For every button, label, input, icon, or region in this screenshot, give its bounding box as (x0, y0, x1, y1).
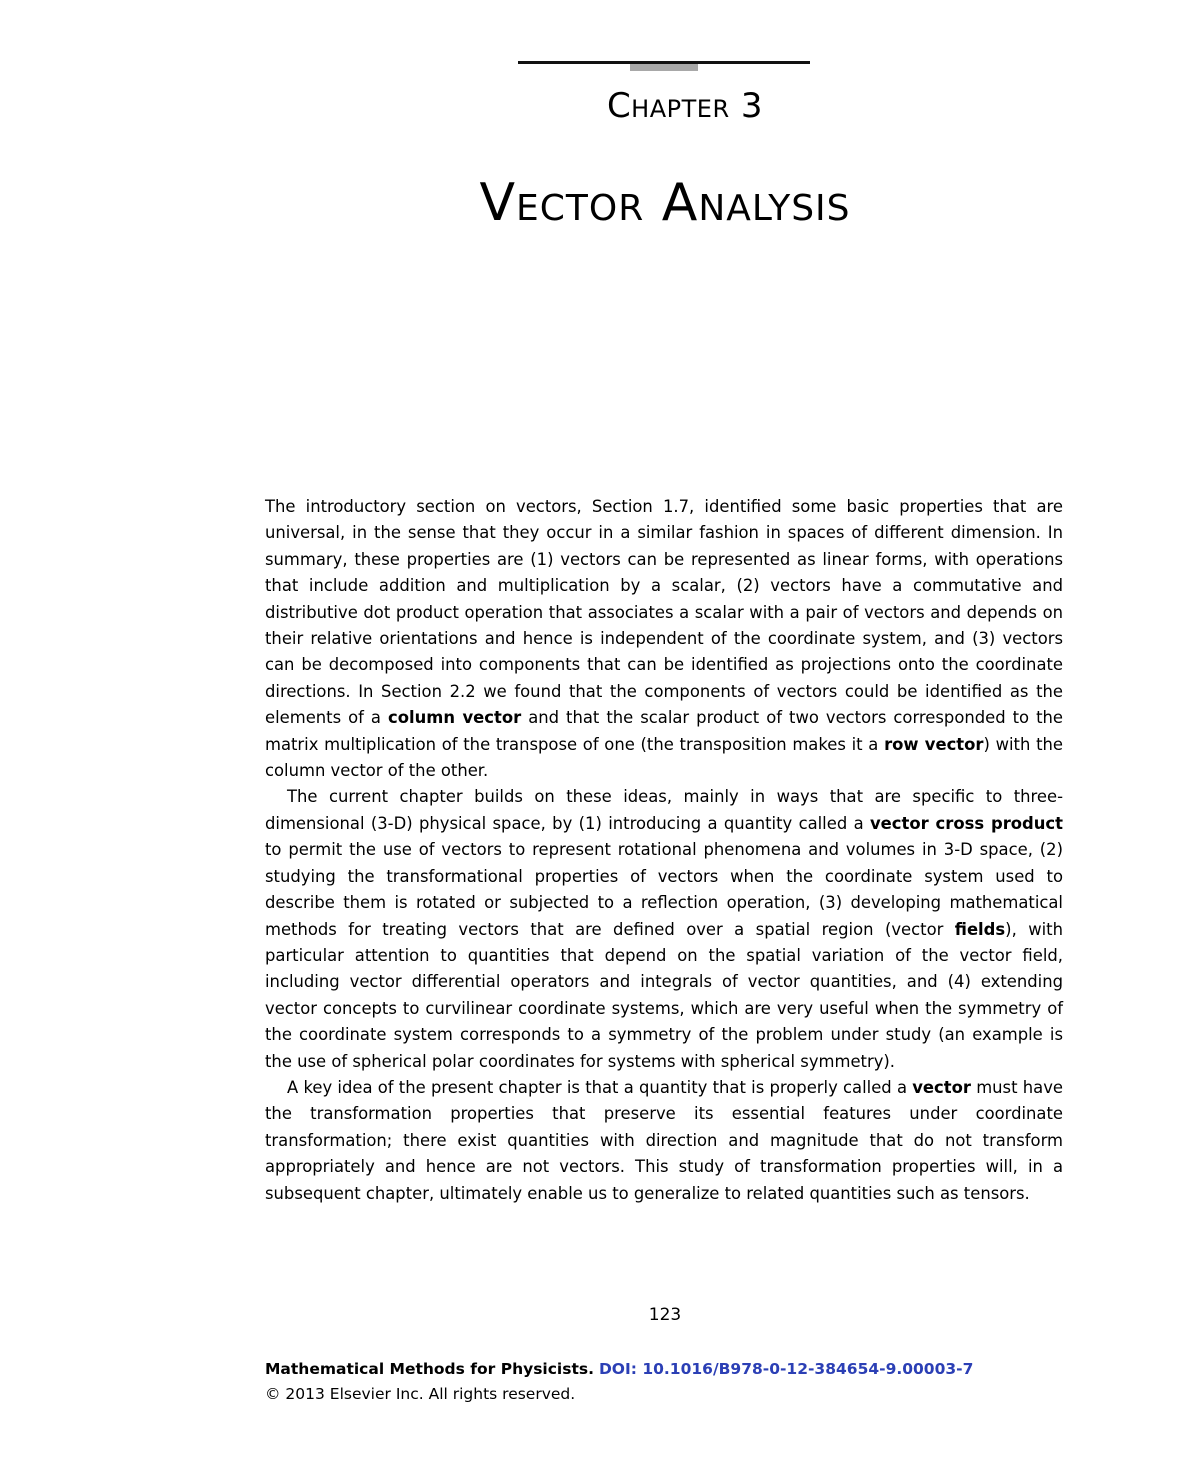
text-run: must have the transformation properties that preserve its essential features under coordinate transformation; there exist quantities with direction and magnitude that do not transform appropriately and hence are not vectors. This study of transformation properties will, in a subsequent chapter, ultimately enable us to generalize to related quantities such as tensors. (265, 1077, 1063, 1203)
paragraph-2 (265, 784, 1063, 1074)
text-run: A key idea of the present chapter is that a quantity that is properly called a (287, 1077, 913, 1097)
chapter-title: Vector Analysis (479, 173, 851, 233)
chapter-rule-accent (630, 64, 698, 71)
copyright-notice: © 2013 Elsevier Inc. All rights reserved. (265, 1385, 576, 1403)
term-column-vector: column vector (387, 708, 522, 728)
paragraph-3 (265, 1075, 1063, 1207)
paragraph-1 (265, 494, 1063, 784)
term-fields: fields (954, 919, 1006, 939)
chapter-number: Chapter 3 (606, 86, 764, 126)
text-run: ), with particular attention to quantities that depend on the spatial variation of the vector field, including vector differential operators and integrals of vector quantities, and (4) extending vector concepts to curvilinear coordinate systems, which are very useful when the symmetry of the coordinate system corresponds to a symmetry of the problem under study (an example is the use of spherical polar coordinates for systems with spherical symmetry). (265, 919, 1063, 1071)
chapter-intro (265, 494, 1063, 1207)
book-title: Mathematical Methods for Physicists. (265, 1360, 594, 1378)
doi-link[interactable]: DOI: 10.1016/B978-0-12-384654-9.00003-7 (598, 1360, 974, 1378)
term-vector-cross-product: vector cross product (869, 813, 1063, 833)
text-run: The current chapter builds on these ideas, mainly in ways that are specific to three-dimensional (3-D) physical space, by (1) introducing a quantity called a (265, 787, 1063, 833)
page-number: 123 (648, 1305, 682, 1325)
text-run: The introductory section on vectors, Section 1.7, identified some basic properties that are universal, in the sense that they occur in a similar fashion in spaces of different dimension. In summary, these properties are (1) vectors can be represented as linear forms, with operations that include addition and multiplication by a scalar, (2) vectors have a commutative and distributive dot product operation that associates a scalar with a pair of vectors and depends on their relative orientations and hence is independent of the coordinate system, and (3) vectors can be decomposed into components that can be identified as projections onto the coordinate directions. In Section 2.2 we found that the components of vectors could be identified as the elements of a (265, 497, 1063, 728)
term-row-vector: row vector (884, 734, 984, 754)
text-run: to permit the use of vectors to represent rotational phenomena and volumes in 3-D space, (2) studying the transformational properties of vectors when the coordinate system used to describe them is rotated or subjected to a reflection operation, (3) developing mathematical methods for treating vectors that are defined over a spatial region (vector (265, 840, 1063, 939)
text-run: ) with the column vector of the other. (265, 734, 1063, 781)
term-vector: vector (912, 1077, 971, 1097)
footer-citation (265, 1357, 1065, 1381)
text-run: and that the scalar product of two vectors corresponded to the matrix multiplication of the transpose of one (the transposition makes it a (265, 708, 1063, 754)
